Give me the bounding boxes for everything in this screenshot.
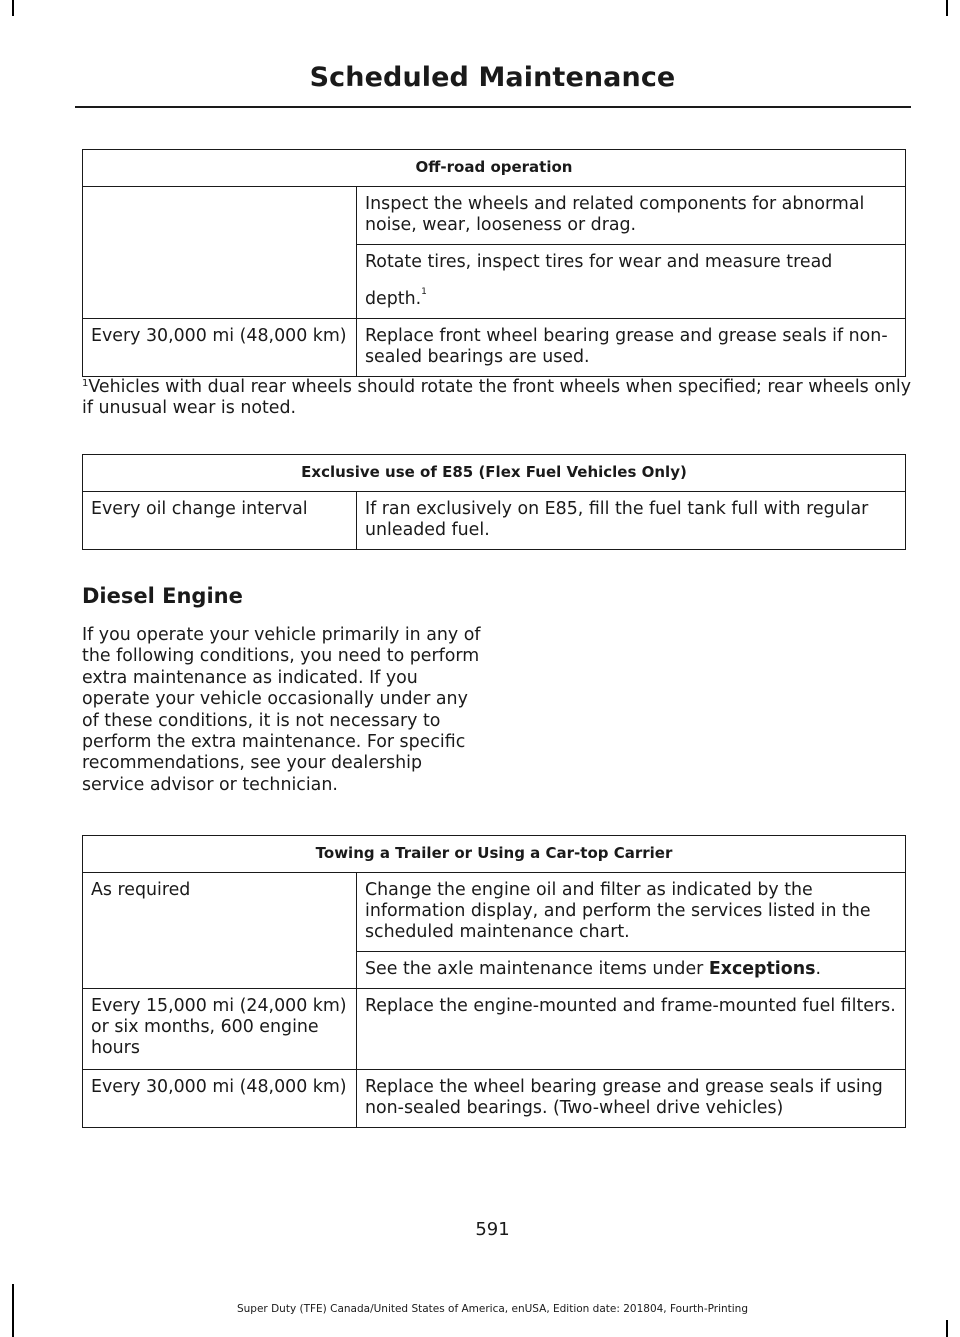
offroad-item-inspect-wheels: Inspect the wheels and related components for abnormal noise, wear, looseness or drag. (357, 187, 906, 245)
footnote-text: Vehicles with dual rear wheels should rotate the front wheels when specified; rear wheels only if unusual wear is noted. (82, 377, 912, 418)
towing-interval-30000: Every 30,000 mi (48,000 km) (83, 1070, 357, 1128)
e85-item: If ran exclusively on E85, fill the fuel tank full with regular unleaded fuel. (357, 492, 906, 550)
towing-item-oil-change: Change the engine oil and filter as indicated by the information display, and perform the services listed in the scheduled maintenance chart. (357, 873, 906, 952)
offroad-interval-blank (83, 187, 357, 319)
axle-text-suffix: . (815, 959, 821, 979)
towing-table (82, 835, 906, 1128)
crop-mark-top-left (12, 0, 14, 16)
towing-interval-15000: Every 15,000 mi (24,000 km) or six months, 600 engine hours (83, 989, 357, 1070)
header-divider (75, 106, 911, 108)
e85-interval: Every oil change interval (83, 492, 357, 550)
offroad-interval-30000: Every 30,000 mi (48,000 km) (83, 319, 357, 377)
page-title: Scheduled Maintenance (309, 62, 676, 93)
table-row (83, 187, 906, 245)
towing-item-wheel-bearing: Replace the wheel bearing grease and grease seals if using non-sealed bearings. (Two-wheel drive vehicles) (357, 1070, 906, 1128)
towing-item-fuel-filters: Replace the engine-mounted and frame-mounted fuel filters. (357, 989, 906, 1070)
footnote-ref: 1 (421, 287, 427, 297)
towing-interval-as-required: As required (83, 873, 357, 989)
diesel-engine-paragraph: If you operate your vehicle primarily in any of the following conditions, you need to perform extra maintenance as indicated. If you operate your vehicle occasionally under any of these conditions, it is not necessary to perform the extra maintenance. For specific recommendations, see your dealership service advisor or technician. (82, 625, 481, 795)
crop-mark-bottom-right (946, 1320, 948, 1337)
exceptions-link-text: Exceptions (708, 959, 816, 979)
table-row (83, 1070, 906, 1128)
diesel-engine-heading: Diesel Engine (82, 584, 243, 608)
e85-table (82, 454, 906, 550)
table-row (83, 319, 906, 377)
rotate-tires-text: Rotate tires, inspect tires for wear and measure tread depth. (365, 252, 833, 309)
footnote-marker: 1 (82, 378, 89, 389)
page-number: 591 (475, 1219, 510, 1240)
offroad-heading: Off-road operation (83, 150, 906, 187)
edition-line: Super Duty (TFE) Canada/United States of America, enUSA, Edition date: 201804, Fourth-Printing (236, 1303, 748, 1315)
table-row (83, 989, 906, 1070)
towing-item-axle (357, 952, 906, 989)
footnote (82, 373, 912, 419)
towing-heading: Towing a Trailer or Using a Car-top Carrier (83, 836, 906, 873)
offroad-item-bearing-grease: Replace front wheel bearing grease and grease seals if non-sealed bearings are used. (357, 319, 906, 377)
axle-text-prefix: See the axle maintenance items under (365, 959, 709, 979)
offroad-item-rotate-tires (357, 245, 906, 319)
table-row (83, 873, 906, 952)
offroad-table (82, 149, 906, 377)
table-row (83, 492, 906, 550)
e85-heading: Exclusive use of E85 (Flex Fuel Vehicles Only) (83, 455, 906, 492)
crop-mark-top-right (946, 0, 948, 16)
